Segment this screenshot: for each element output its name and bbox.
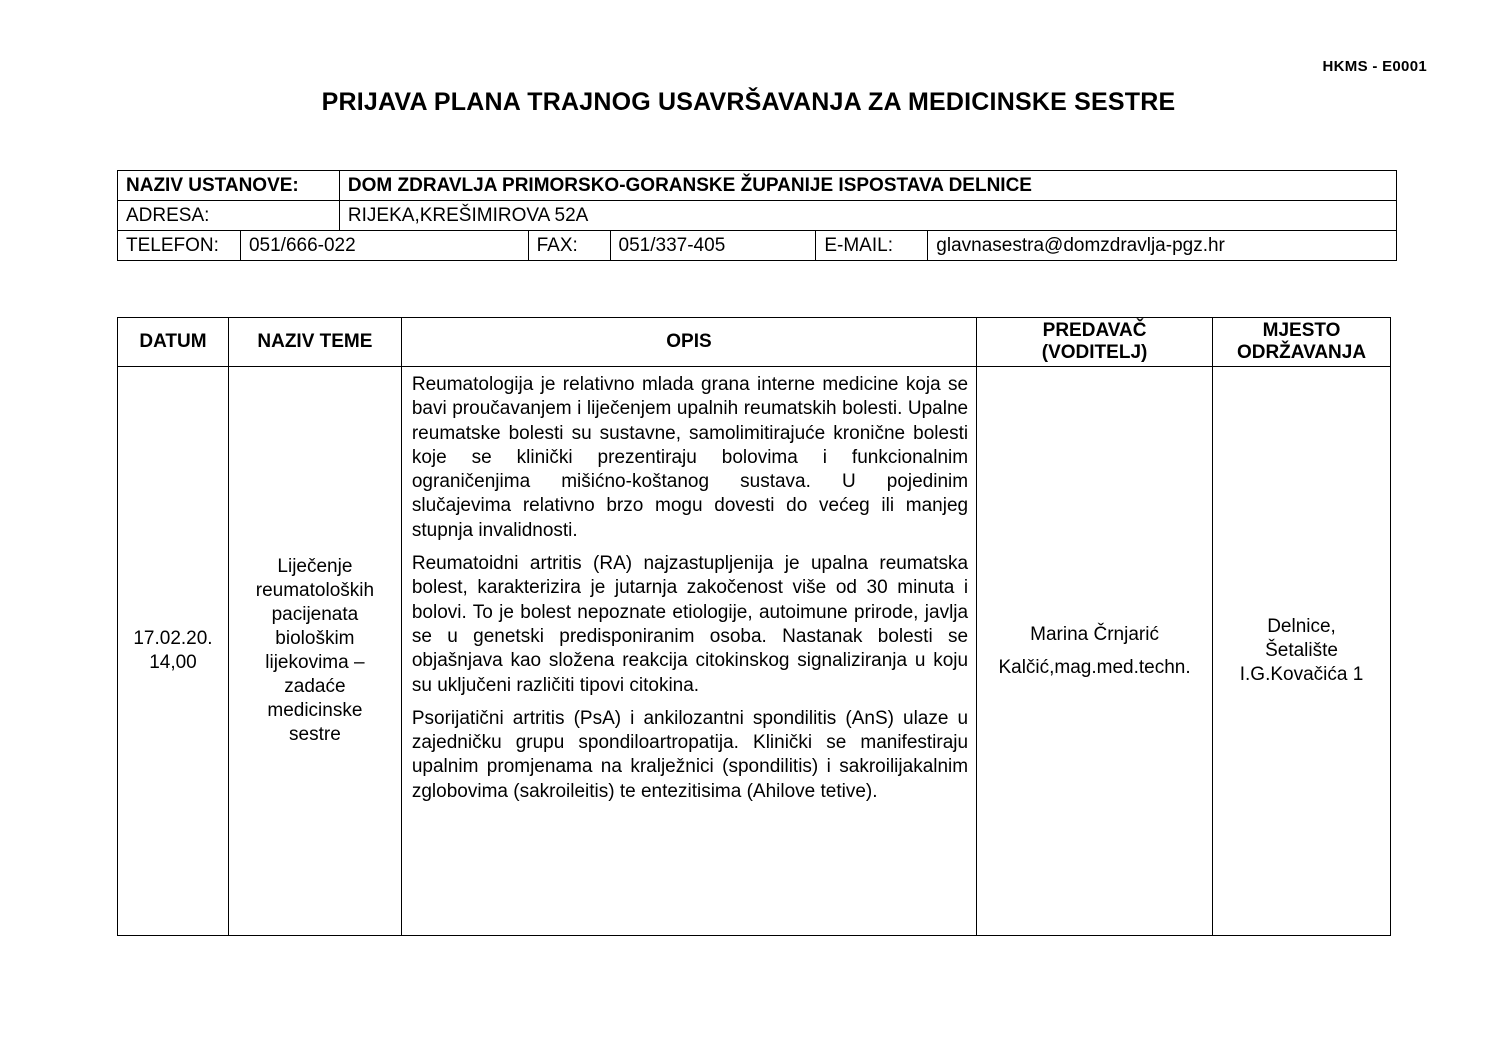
column-header-description: OPIS bbox=[401, 318, 976, 367]
institution-name-row bbox=[118, 171, 1397, 201]
institution-contact-row bbox=[118, 231, 1397, 261]
table-row bbox=[118, 367, 1391, 936]
address-value: RIJEKA,KREŠIMIROVA 52A bbox=[339, 201, 1396, 231]
phone-label: TELEFON: bbox=[118, 231, 241, 261]
description-cell bbox=[401, 367, 976, 936]
description-paragraph-1: Reumatologija je relativno mlada grana interne medicine koja se bavi proučavanjem i liječenjem upalnih reumatskih bolesti. Upalne reumatske bolesti su sustavne, samolimitirajuće kronične bolesti koje se klinički prezentiraju bolovima i funkcionalnim ograničenjima mišićno-koštanog sustava. U pojedinim slučajevima relativno brzo mogu dovesti do većeg ili manjeg stupnja invalidnosti. bbox=[411, 374, 969, 541]
fax-label: FAX: bbox=[528, 231, 610, 261]
column-header-topic: NAZIV TEME bbox=[228, 318, 401, 367]
fax-value: 051/337-405 bbox=[610, 231, 816, 261]
location-header-line1: MJESTO bbox=[1262, 320, 1341, 341]
column-header-date: DATUM bbox=[118, 318, 229, 367]
document-code: HKMS - E0001 bbox=[1322, 58, 1427, 75]
lecturer-header-line1: PREDAVAČ bbox=[1042, 320, 1147, 341]
page-title: PRIJAVA PLANA TRAJNOG USAVRŠAVANJA ZA MEDICINSKE SESTRE bbox=[321, 88, 1176, 116]
email-value: glavnasestra@domzdravlja-pgz.hr bbox=[928, 231, 1397, 261]
institution-info-table bbox=[117, 170, 1397, 261]
column-header-location bbox=[1213, 318, 1391, 367]
location-cell: Delnice, Šetalište I.G.Kovačića 1 bbox=[1213, 367, 1391, 936]
address-label: ADRESA: bbox=[118, 201, 340, 231]
topic-cell: Liječenje reumatoloških pacijenata biološkim lijekovima – zadaće medicinske sestre bbox=[228, 367, 401, 936]
phone-value: 051/666-022 bbox=[240, 231, 528, 261]
description-paragraph-2: Reumatoidni artritis (RA) najzastupljenija je upalna reumatska bolest, karakterizira je jutarnja zakočenost više od 30 minuta i bolovi. To je bolest nepoznate etiologije, autoimune prirode, javlja se u genetski predisponiranim osoba. Nastanak bolesti se objašnjava kao složena reakcija citokinskog signaliziranja u koju su uključeni različiti tipovi citokina. bbox=[411, 553, 969, 696]
institution-name-value: DOM ZDRAVLJA PRIMORSKO-GORANSKE ŽUPANIJE ISPOSTAVA DELNICE bbox=[339, 171, 1396, 201]
email-label: E-MAIL: bbox=[816, 231, 928, 261]
plan-header-row bbox=[118, 318, 1391, 367]
institution-name-label: NAZIV USTANOVE: bbox=[118, 171, 340, 201]
location-header-line2: ODRŽAVANJA bbox=[1236, 342, 1367, 363]
column-header-lecturer bbox=[977, 318, 1213, 367]
education-plan-table bbox=[117, 317, 1391, 936]
lecturer-cell: Marina Črnjarić Kalčić,mag.med.techn. bbox=[977, 367, 1213, 936]
institution-address-row bbox=[118, 201, 1397, 231]
description-paragraph-3: Psorijatični artritis (PsA) i ankilozantni spondilitis (AnS) ulaze u zajedničku grupu spondiloartropatija. Klinički se manifestiraju upalnim promjenama na kralježnici (spondilitis) i sakroilijakalnim zglobovima (sakroileitis) te entezitisima (Ahilove tetive). bbox=[411, 707, 969, 802]
date-cell: 17.02.20. 14,00 bbox=[118, 367, 229, 936]
lecturer-header-line2: (VODITELJ) bbox=[1041, 342, 1148, 363]
